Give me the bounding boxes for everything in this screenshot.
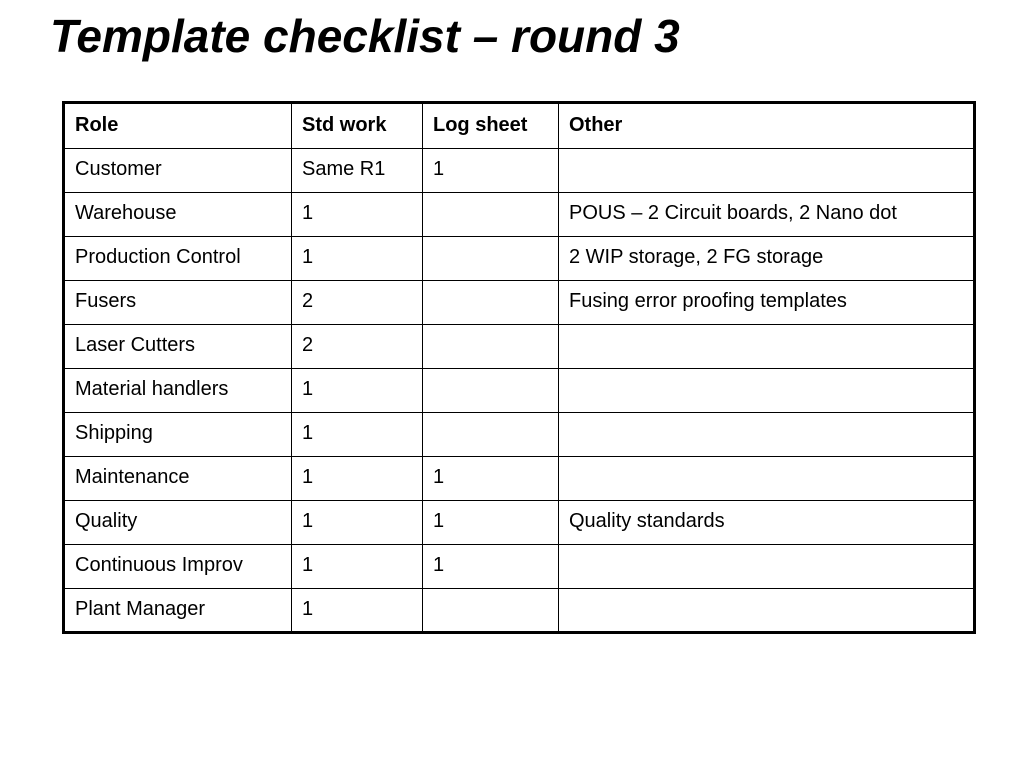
- table-row: [64, 193, 975, 237]
- table-row: [64, 545, 975, 589]
- cell-std-work: 2: [292, 325, 423, 369]
- cell-role: Warehouse: [64, 193, 292, 237]
- cell-log-sheet: [423, 413, 559, 457]
- table-row: [64, 413, 975, 457]
- cell-log-sheet: 1: [423, 501, 559, 545]
- cell-other: [559, 413, 975, 457]
- header-row: [64, 103, 975, 149]
- table-row: [64, 369, 975, 413]
- cell-role: Continuous Improv: [64, 545, 292, 589]
- cell-other: Fusing error proofing templates: [559, 281, 975, 325]
- cell-role: Plant Manager: [64, 589, 292, 633]
- table-row: [64, 589, 975, 633]
- cell-std-work: 1: [292, 589, 423, 633]
- cell-other: Quality standards: [559, 501, 975, 545]
- checklist-table: [62, 101, 976, 634]
- cell-other: POUS – 2 Circuit boards, 2 Nano dot: [559, 193, 975, 237]
- table-header: [64, 103, 975, 149]
- table-body: [64, 149, 975, 633]
- cell-role: Material handlers: [64, 369, 292, 413]
- cell-role: Fusers: [64, 281, 292, 325]
- cell-log-sheet: [423, 325, 559, 369]
- cell-std-work: 1: [292, 545, 423, 589]
- table-row: [64, 457, 975, 501]
- cell-log-sheet: [423, 281, 559, 325]
- cell-log-sheet: 1: [423, 545, 559, 589]
- cell-log-sheet: 1: [423, 457, 559, 501]
- cell-role: Laser Cutters: [64, 325, 292, 369]
- cell-role: Maintenance: [64, 457, 292, 501]
- table-row: [64, 325, 975, 369]
- cell-other: [559, 149, 975, 193]
- header-log-sheet: Log sheet: [423, 103, 559, 149]
- cell-log-sheet: [423, 237, 559, 281]
- table-row: [64, 501, 975, 545]
- table-row: [64, 281, 975, 325]
- cell-std-work: 1: [292, 193, 423, 237]
- cell-role: Shipping: [64, 413, 292, 457]
- cell-other: [559, 457, 975, 501]
- cell-log-sheet: [423, 589, 559, 633]
- cell-role: Customer: [64, 149, 292, 193]
- cell-std-work: 2: [292, 281, 423, 325]
- cell-log-sheet: 1: [423, 149, 559, 193]
- slide-title: Template checklist – round 3: [50, 10, 680, 62]
- cell-std-work: 1: [292, 413, 423, 457]
- cell-log-sheet: [423, 193, 559, 237]
- cell-other: [559, 369, 975, 413]
- cell-std-work: Same R1: [292, 149, 423, 193]
- header-role: Role: [64, 103, 292, 149]
- cell-std-work: 1: [292, 501, 423, 545]
- cell-log-sheet: [423, 369, 559, 413]
- header-std-work: Std work: [292, 103, 423, 149]
- cell-std-work: 1: [292, 457, 423, 501]
- header-other: Other: [559, 103, 975, 149]
- cell-other: [559, 589, 975, 633]
- cell-other: [559, 325, 975, 369]
- table-row: [64, 149, 975, 193]
- cell-std-work: 1: [292, 237, 423, 281]
- cell-other: [559, 545, 975, 589]
- cell-other: 2 WIP storage, 2 FG storage: [559, 237, 975, 281]
- table-row: [64, 237, 975, 281]
- cell-std-work: 1: [292, 369, 423, 413]
- cell-role: Production Control: [64, 237, 292, 281]
- cell-role: Quality: [64, 501, 292, 545]
